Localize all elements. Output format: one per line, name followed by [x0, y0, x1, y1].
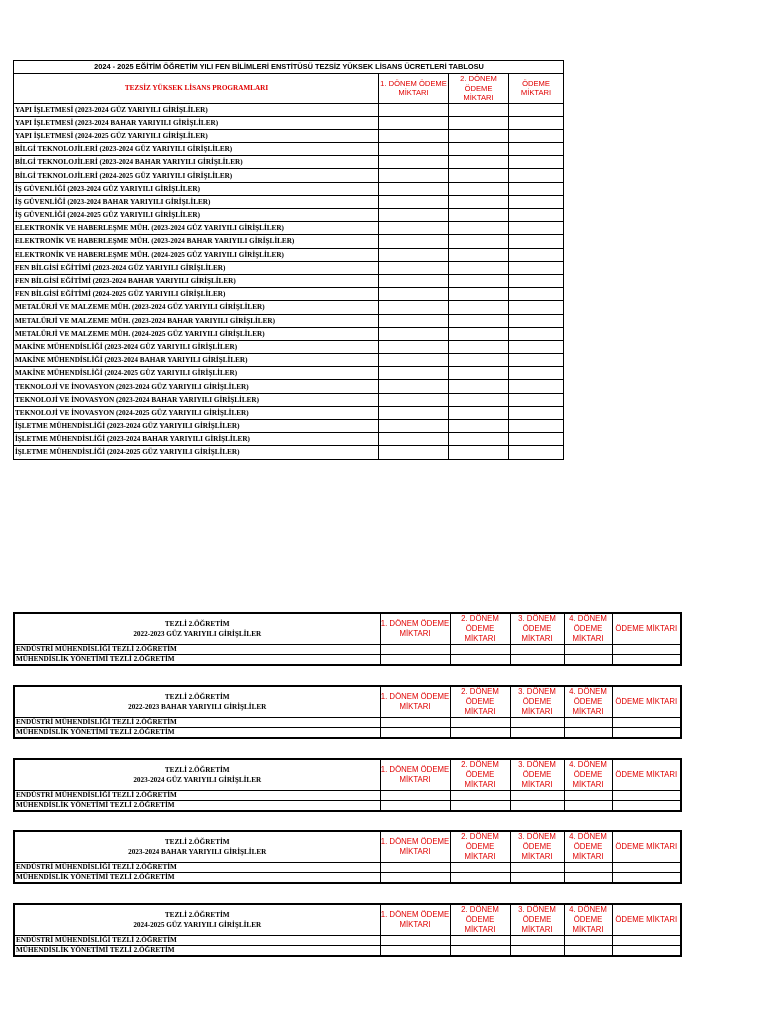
- amount-cell: [379, 143, 449, 156]
- program-name: İŞ GÜVENLİĞİ (2023-2024 GÜZ YARIYILI GİRİŞLİLER): [14, 182, 379, 195]
- amount-cell: [449, 314, 509, 327]
- amount-cell: [380, 863, 450, 873]
- table-row: [14, 314, 564, 327]
- amount-cell: [450, 718, 510, 728]
- amount-cell: [564, 655, 612, 666]
- table-row: [14, 182, 564, 195]
- term-heading: [14, 904, 380, 936]
- amount-cell: [509, 103, 564, 116]
- amount-cell: [509, 420, 564, 433]
- program-name: METALÜRJİ VE MALZEME MÜH. (2024-2025 GÜZ YARIYILI GİRİŞLİLER): [14, 327, 379, 340]
- amount-cell: [564, 718, 612, 728]
- program-name: TEKNOLOJİ VE İNOVASYON (2024-2025 GÜZ YARIYILI GİRİŞLİLER): [14, 406, 379, 419]
- amount-cell: [612, 801, 681, 812]
- amount-cell: [564, 645, 612, 655]
- table-row: [14, 288, 564, 301]
- col-header-term4: 4. DÖNEM ÖDEME MİKTARI: [564, 759, 612, 791]
- amount-cell: [450, 645, 510, 655]
- table-row: [14, 143, 564, 156]
- col-header-term1: 1. DÖNEM ÖDEME MİKTARI: [380, 831, 450, 863]
- amount-cell: [449, 420, 509, 433]
- amount-cell: [612, 936, 681, 946]
- program-name: İŞ GÜVENLİĞİ (2024-2025 GÜZ YARIYILI GİRİŞLİLER): [14, 209, 379, 222]
- amount-cell: [509, 156, 564, 169]
- amount-cell: [612, 655, 681, 666]
- col-header-term4: 4. DÖNEM ÖDEME MİKTARI: [564, 904, 612, 936]
- heading-line1: TEZLİ 2.ÖĞRETİM: [164, 838, 230, 846]
- tezli-fees-table: [13, 903, 682, 957]
- amount-cell: [449, 354, 509, 367]
- amount-cell: [564, 946, 612, 957]
- table-row: [14, 791, 681, 801]
- program-name: BİLGİ TEKNOLOJİLERİ (2023-2024 GÜZ YARIYILI GİRİŞLİLER): [14, 143, 379, 156]
- col-header-term3: 3. DÖNEM ÖDEME MİKTARI: [510, 686, 564, 718]
- term-heading: [14, 686, 380, 718]
- amount-cell: [379, 420, 449, 433]
- amount-cell: [612, 791, 681, 801]
- program-name: FEN BİLGİSİ EĞİTİMİ (2023-2024 BAHAR YARIYILI GİRİŞLİLER): [14, 274, 379, 287]
- table-row: [14, 873, 681, 884]
- amount-cell: [509, 274, 564, 287]
- amount-cell: [450, 728, 510, 739]
- col-header-term2: 2. DÖNEM ÖDEME MİKTARI: [450, 759, 510, 791]
- amount-cell: [612, 946, 681, 957]
- amount-cell: [380, 655, 450, 666]
- table-row: [14, 420, 564, 433]
- table-row: [14, 116, 564, 129]
- tezsiz-fees-table: [13, 60, 564, 460]
- col-header-term1: 1. DÖNEM ÖDEME MİKTARI: [380, 613, 450, 645]
- program-name: MAKİNE MÜHENDİSLİĞİ (2024-2025 GÜZ YARIYILI GİRİŞLİLER): [14, 367, 379, 380]
- amount-cell: [509, 301, 564, 314]
- amount-cell: [564, 728, 612, 739]
- amount-cell: [379, 169, 449, 182]
- table-row: [14, 718, 681, 728]
- amount-cell: [450, 936, 510, 946]
- amount-cell: [509, 446, 564, 459]
- amount-cell: [450, 946, 510, 957]
- col-header-total: ÖDEME MİKTARI: [612, 759, 681, 791]
- amount-cell: [379, 235, 449, 248]
- tezli-fees-table: [13, 612, 682, 666]
- amount-cell: [509, 248, 564, 261]
- amount-cell: [449, 129, 509, 142]
- amount-cell: [564, 791, 612, 801]
- amount-cell: [449, 169, 509, 182]
- heading-line2: 2023-2024 BAHAR YARIYILI GİRİŞLİLER: [128, 848, 267, 856]
- amount-cell: [379, 156, 449, 169]
- heading-line2: 2022-2023 BAHAR YARIYILI GİRİŞLİLER: [128, 703, 267, 711]
- program-name: MÜHENDİSLİK YÖNETİMİ TEZLİ 2.ÖĞRETİM: [14, 946, 380, 957]
- amount-cell: [379, 261, 449, 274]
- amount-cell: [509, 288, 564, 301]
- amount-cell: [564, 801, 612, 812]
- program-name: TEKNOLOJİ VE İNOVASYON (2023-2024 GÜZ YARIYILI GİRİŞLİLER): [14, 380, 379, 393]
- amount-cell: [510, 801, 564, 812]
- amount-cell: [449, 103, 509, 116]
- amount-cell: [449, 301, 509, 314]
- table-row: [14, 222, 564, 235]
- amount-cell: [379, 116, 449, 129]
- amount-cell: [449, 446, 509, 459]
- col-header-total: ÖDEME MİKTARI: [612, 613, 681, 645]
- program-name: YAPI İŞLETMESİ (2024-2025 GÜZ YARIYILI GİRİŞLİLER): [14, 129, 379, 142]
- col-header-term1: 1. DÖNEM ÖDEME MİKTARI: [380, 686, 450, 718]
- amount-cell: [379, 327, 449, 340]
- table-row: [14, 380, 564, 393]
- program-name: ENDÜSTRİ MÜHENDİSLİĞİ TEZLİ 2.ÖĞRETİM: [14, 936, 380, 946]
- col-header-term3: 3. DÖNEM ÖDEME MİKTARI: [510, 904, 564, 936]
- amount-cell: [379, 406, 449, 419]
- amount-cell: [379, 314, 449, 327]
- program-rows: [14, 103, 564, 459]
- amount-cell: [449, 209, 509, 222]
- table-row: [14, 393, 564, 406]
- amount-cell: [449, 235, 509, 248]
- program-name: YAPI İŞLETMESİ (2023-2024 GÜZ YARIYILI GİRİŞLİLER): [14, 103, 379, 116]
- program-name: MÜHENDİSLİK YÖNETİMİ TEZLİ 2.ÖĞRETİM: [14, 873, 380, 884]
- table-row: [14, 209, 564, 222]
- table-row: [14, 274, 564, 287]
- amount-cell: [509, 314, 564, 327]
- amount-cell: [380, 718, 450, 728]
- amount-cell: [564, 936, 612, 946]
- amount-cell: [509, 406, 564, 419]
- table-row: [14, 340, 564, 353]
- amount-cell: [509, 327, 564, 340]
- term-heading: [14, 759, 380, 791]
- program-name: ELEKTRONİK VE HABERLEŞME MÜH. (2023-2024 GÜZ YARIYILI GİRİŞLİLER): [14, 222, 379, 235]
- col-header-term2: 2. DÖNEM ÖDEME MİKTARI: [450, 904, 510, 936]
- amount-cell: [509, 367, 564, 380]
- table-row: [14, 446, 564, 459]
- tezli-fees-table: [13, 685, 682, 739]
- amount-cell: [509, 380, 564, 393]
- amount-cell: [379, 248, 449, 261]
- program-name: BİLGİ TEKNOLOJİLERİ (2024-2025 GÜZ YARIYILI GİRİŞLİLER): [14, 169, 379, 182]
- program-name: FEN BİLGİSİ EĞİTİMİ (2023-2024 GÜZ YARIYILI GİRİŞLİLER): [14, 261, 379, 274]
- col-header-term3: 3. DÖNEM ÖDEME MİKTARI: [510, 831, 564, 863]
- amount-cell: [380, 728, 450, 739]
- amount-cell: [509, 354, 564, 367]
- amount-cell: [379, 433, 449, 446]
- col-header-total: ÖDEME MİKTARI: [509, 74, 564, 104]
- amount-cell: [449, 222, 509, 235]
- amount-cell: [449, 327, 509, 340]
- program-name: ENDÜSTRİ MÜHENDİSLİĞİ TEZLİ 2.ÖĞRETİM: [14, 863, 380, 873]
- amount-cell: [450, 801, 510, 812]
- program-name: ENDÜSTRİ MÜHENDİSLİĞİ TEZLİ 2.ÖĞRETİM: [14, 718, 380, 728]
- amount-cell: [509, 209, 564, 222]
- amount-cell: [379, 274, 449, 287]
- table-row: [14, 946, 681, 957]
- amount-cell: [510, 863, 564, 873]
- amount-cell: [509, 143, 564, 156]
- amount-cell: [612, 728, 681, 739]
- table-row: [14, 406, 564, 419]
- col-header-term1: 1. DÖNEM ÖDEME MİKTARI: [380, 759, 450, 791]
- amount-cell: [380, 801, 450, 812]
- amount-cell: [509, 261, 564, 274]
- table-row: [14, 301, 564, 314]
- table-title: 2024 - 2025 EĞİTİM ÖĞRETİM YILI FEN BİLİMLERİ ENSTİTÜSÜ TEZSİZ YÜKSEK LİSANS ÜCRETLERİ TABLOSU: [14, 61, 564, 74]
- table-row: [14, 728, 681, 739]
- program-name: MÜHENDİSLİK YÖNETİMİ TEZLİ 2.ÖĞRETİM: [14, 728, 380, 739]
- program-name: YAPI İŞLETMESİ (2023-2024 BAHAR YARIYILI GİRİŞLİLER): [14, 116, 379, 129]
- amount-cell: [450, 863, 510, 873]
- amount-cell: [380, 873, 450, 884]
- amount-cell: [612, 873, 681, 884]
- col-header-term2: 2. DÖNEM ÖDEME MİKTARI: [450, 831, 510, 863]
- amount-cell: [564, 863, 612, 873]
- amount-cell: [380, 936, 450, 946]
- amount-cell: [509, 169, 564, 182]
- col-header-term3: 3. DÖNEM ÖDEME MİKTARI: [510, 759, 564, 791]
- table-row: [14, 103, 564, 116]
- amount-cell: [510, 655, 564, 666]
- amount-cell: [510, 728, 564, 739]
- table-row: [14, 235, 564, 248]
- amount-cell: [380, 645, 450, 655]
- amount-cell: [612, 863, 681, 873]
- table-row: [14, 354, 564, 367]
- program-name: MÜHENDİSLİK YÖNETİMİ TEZLİ 2.ÖĞRETİM: [14, 655, 380, 666]
- program-name: İŞLETME MÜHENDİSLİĞİ (2023-2024 BAHAR YARIYILI GİRİŞLİLER): [14, 433, 379, 446]
- program-name: ELEKTRONİK VE HABERLEŞME MÜH. (2023-2024 BAHAR YARIYILI GİRİŞLİLER): [14, 235, 379, 248]
- heading-line2: 2023-2024 GÜZ YARIYILI GİRİŞLİLER: [133, 776, 262, 784]
- amount-cell: [509, 195, 564, 208]
- table-row: [14, 433, 564, 446]
- amount-cell: [449, 274, 509, 287]
- col-header-term4: 4. DÖNEM ÖDEME MİKTARI: [564, 686, 612, 718]
- amount-cell: [449, 195, 509, 208]
- amount-cell: [380, 791, 450, 801]
- amount-cell: [510, 873, 564, 884]
- amount-cell: [510, 946, 564, 957]
- amount-cell: [509, 129, 564, 142]
- col-header-term2: 2. DÖNEM ÖDEME MİKTARI: [450, 686, 510, 718]
- amount-cell: [449, 380, 509, 393]
- amount-cell: [510, 791, 564, 801]
- table-row: [14, 863, 681, 873]
- amount-cell: [564, 873, 612, 884]
- amount-cell: [510, 936, 564, 946]
- program-name: MÜHENDİSLİK YÖNETİMİ TEZLİ 2.ÖĞRETİM: [14, 801, 380, 812]
- amount-cell: [449, 248, 509, 261]
- table-row: [14, 655, 681, 666]
- amount-cell: [509, 222, 564, 235]
- program-name: TEKNOLOJİ VE İNOVASYON (2023-2024 BAHAR YARIYILI GİRİŞLİLER): [14, 393, 379, 406]
- table-row: [14, 169, 564, 182]
- program-name: ELEKTRONİK VE HABERLEŞME MÜH. (2024-2025 GÜZ YARIYILI GİRİŞLİLER): [14, 248, 379, 261]
- amount-cell: [612, 718, 681, 728]
- amount-cell: [509, 393, 564, 406]
- table-row: [14, 801, 681, 812]
- col-header-term3: 3. DÖNEM ÖDEME MİKTARI: [510, 613, 564, 645]
- col-header-term4: 4. DÖNEM ÖDEME MİKTARI: [564, 831, 612, 863]
- amount-cell: [379, 380, 449, 393]
- amount-cell: [509, 235, 564, 248]
- amount-cell: [509, 116, 564, 129]
- heading-line1: TEZLİ 2.ÖĞRETİM: [164, 693, 230, 701]
- program-name: MAKİNE MÜHENDİSLİĞİ (2023-2024 BAHAR YARIYILI GİRİŞLİLER): [14, 354, 379, 367]
- amount-cell: [449, 156, 509, 169]
- col-header-total: ÖDEME MİKTARI: [612, 831, 681, 863]
- amount-cell: [449, 182, 509, 195]
- amount-cell: [379, 393, 449, 406]
- amount-cell: [450, 655, 510, 666]
- amount-cell: [379, 354, 449, 367]
- tezli-fees-table: [13, 758, 682, 812]
- col-header-term2: 2. DÖNEM ÖDEME MİKTARI: [450, 613, 510, 645]
- amount-cell: [450, 873, 510, 884]
- table-row: [14, 367, 564, 380]
- amount-cell: [509, 182, 564, 195]
- amount-cell: [509, 340, 564, 353]
- amount-cell: [379, 301, 449, 314]
- amount-cell: [379, 129, 449, 142]
- term-heading: [14, 613, 380, 645]
- table-row: [14, 195, 564, 208]
- heading-line1: TEZLİ 2.ÖĞRETİM: [164, 911, 230, 919]
- program-name: FEN BİLGİSİ EĞİTİMİ (2024-2025 GÜZ YARIYILI GİRİŞLİLER): [14, 288, 379, 301]
- amount-cell: [449, 393, 509, 406]
- amount-cell: [510, 645, 564, 655]
- amount-cell: [510, 718, 564, 728]
- amount-cell: [449, 288, 509, 301]
- col-header-term1: 1. DÖNEM ÖDEME MİKTARI: [379, 74, 449, 104]
- amount-cell: [379, 103, 449, 116]
- amount-cell: [379, 288, 449, 301]
- amount-cell: [449, 116, 509, 129]
- amount-cell: [449, 433, 509, 446]
- amount-cell: [612, 645, 681, 655]
- amount-cell: [449, 340, 509, 353]
- table-row: [14, 327, 564, 340]
- program-header: TEZSİZ YÜKSEK LİSANS PROGRAMLARI: [14, 74, 379, 104]
- table-row: [14, 645, 681, 655]
- program-name: İŞ GÜVENLİĞİ (2023-2024 BAHAR YARIYILI GİRİŞLİLER): [14, 195, 379, 208]
- program-name: METALÜRJİ VE MALZEME MÜH. (2023-2024 BAHAR YARIYILI GİRİŞLİLER): [14, 314, 379, 327]
- amount-cell: [379, 340, 449, 353]
- amount-cell: [449, 143, 509, 156]
- table-row: [14, 936, 681, 946]
- table-row: [14, 156, 564, 169]
- program-name: ENDÜSTRİ MÜHENDİSLİĞİ TEZLİ 2.ÖĞRETİM: [14, 645, 380, 655]
- amount-cell: [380, 946, 450, 957]
- term-heading: [14, 831, 380, 863]
- col-header-term2: 2. DÖNEM ÖDEME MİKTARI: [449, 74, 509, 104]
- amount-cell: [379, 222, 449, 235]
- amount-cell: [379, 446, 449, 459]
- table-row: [14, 261, 564, 274]
- col-header-term1: 1. DÖNEM ÖDEME MİKTARI: [380, 904, 450, 936]
- heading-line2: 2024-2025 GÜZ YARIYILI GİRİŞLİLER: [133, 921, 262, 929]
- program-name: İŞLETME MÜHENDİSLİĞİ (2023-2024 GÜZ YARIYILI GİRİŞLİLER): [14, 420, 379, 433]
- col-header-term4: 4. DÖNEM ÖDEME MİKTARI: [564, 613, 612, 645]
- program-name: MAKİNE MÜHENDİSLİĞİ (2023-2024 GÜZ YARIYILI GİRİŞLİLER): [14, 340, 379, 353]
- amount-cell: [449, 406, 509, 419]
- heading-line2: 2022-2023 GÜZ YARIYILI GİRİŞLİLER: [133, 630, 262, 638]
- program-name: İŞLETME MÜHENDİSLİĞİ (2024-2025 GÜZ YARIYILI GİRİŞLİLER): [14, 446, 379, 459]
- amount-cell: [379, 182, 449, 195]
- heading-line1: TEZLİ 2.ÖĞRETİM: [164, 766, 230, 774]
- program-name: METALÜRJİ VE MALZEME MÜH. (2023-2024 GÜZ YARIYILI GİRİŞLİLER): [14, 301, 379, 314]
- amount-cell: [379, 209, 449, 222]
- table-row: [14, 248, 564, 261]
- amount-cell: [379, 195, 449, 208]
- col-header-total: ÖDEME MİKTARI: [612, 904, 681, 936]
- amount-cell: [509, 433, 564, 446]
- amount-cell: [449, 261, 509, 274]
- program-name: ENDÜSTRİ MÜHENDİSLİĞİ TEZLİ 2.ÖĞRETİM: [14, 791, 380, 801]
- table-row: [14, 129, 564, 142]
- tezli-fees-table: [13, 830, 682, 884]
- heading-line1: TEZLİ 2.ÖĞRETİM: [164, 620, 230, 628]
- amount-cell: [449, 367, 509, 380]
- amount-cell: [379, 367, 449, 380]
- program-name: BİLGİ TEKNOLOJİLERİ (2023-2024 BAHAR YARIYILI GİRİŞLİLER): [14, 156, 379, 169]
- amount-cell: [450, 791, 510, 801]
- col-header-total: ÖDEME MİKTARI: [612, 686, 681, 718]
